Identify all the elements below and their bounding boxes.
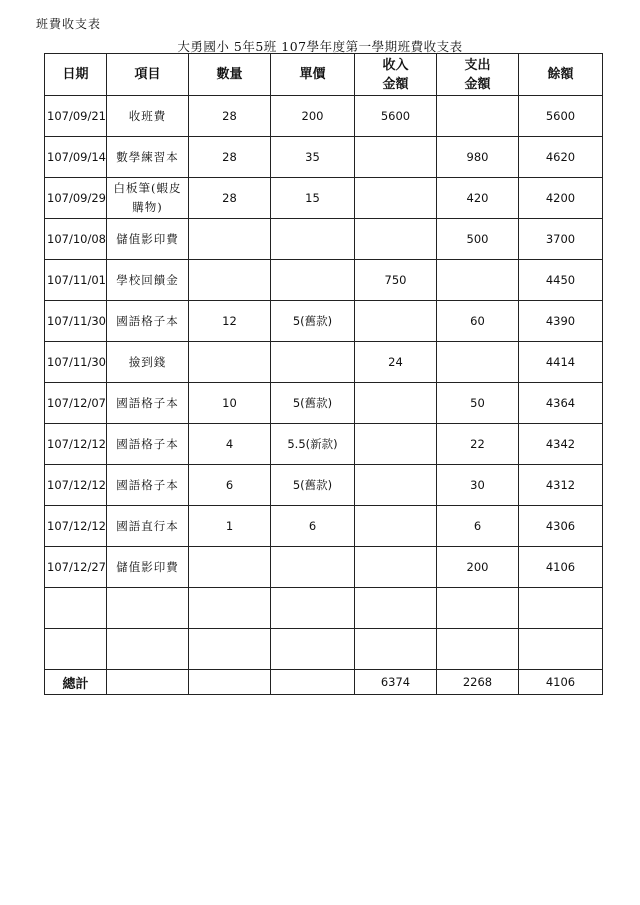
total-row [45,670,603,695]
cell-qty: 28 [189,96,271,137]
cell-income [355,178,437,219]
cell-balance [519,629,603,670]
cell-balance: 4200 [519,178,603,219]
cell-price [271,342,355,383]
header-qty: 數量 [189,54,271,96]
cell-qty: 12 [189,301,271,342]
cell-expense: 30 [437,465,519,506]
cell-date: 107/12/07 [45,383,107,424]
cell-income [355,424,437,465]
cell-date: 107/12/12 [45,465,107,506]
cell-expense [437,588,519,629]
cell-item: 收班費 [107,96,189,137]
cell-price: 6 [271,506,355,547]
cell-qty: 10 [189,383,271,424]
header-income-line1: 收入 [382,57,409,73]
cell-income [355,137,437,178]
cell-date: 107/09/29 [45,178,107,219]
cell-price: 5(舊款) [271,301,355,342]
cell-expense: 6 [437,506,519,547]
cell-price [271,629,355,670]
header-row [45,54,603,96]
cell-balance: 4364 [519,383,603,424]
cell-price [271,547,355,588]
header-price: 單價 [271,54,355,96]
cell-expense: 420 [437,178,519,219]
cell-income [355,219,437,260]
table-row [45,588,603,629]
cell-qty: 1 [189,506,271,547]
cell-expense: 50 [437,383,519,424]
cell-price: 15 [271,178,355,219]
header-income-line2: 金額 [382,76,409,92]
cell-date [45,588,107,629]
cell-qty: 6 [189,465,271,506]
cell-price: 5.5(新款) [271,424,355,465]
cell-item: 國語格子本 [107,383,189,424]
cell-qty: 4 [189,424,271,465]
cell-expense: 980 [437,137,519,178]
cell-date: 107/09/14 [45,137,107,178]
cell-balance [519,588,603,629]
cell-qty [189,342,271,383]
cell-qty [189,219,271,260]
cell-expense [437,629,519,670]
cell-item: 國語直行本 [107,506,189,547]
cell-expense: 60 [437,301,519,342]
total-income: 6374 [355,670,437,695]
cell-qty: 28 [189,178,271,219]
cell-qty [189,547,271,588]
table-row [45,424,603,465]
cell-qty [189,588,271,629]
cell-item [107,629,189,670]
cell-income [355,383,437,424]
cell-income [355,588,437,629]
cell-item: 白板筆(蝦皮購物) [107,178,189,219]
cell-item: 學校回饋金 [107,260,189,301]
header-item: 項目 [107,54,189,96]
cell-income [355,629,437,670]
cell-item: 撿到錢 [107,342,189,383]
cell-expense: 500 [437,219,519,260]
header-expense [437,54,519,96]
table-row [45,219,603,260]
cell-date: 107/12/12 [45,506,107,547]
cell-price: 5(舊款) [271,383,355,424]
cell-balance: 4342 [519,424,603,465]
header-expense-line2: 金額 [464,76,491,92]
table-row [45,137,603,178]
total-expense: 2268 [437,670,519,695]
cell-date: 107/12/27 [45,547,107,588]
cell-expense: 22 [437,424,519,465]
cell-balance: 5600 [519,96,603,137]
cell-price [271,260,355,301]
cell-qty [189,260,271,301]
header-balance: 餘額 [519,54,603,96]
document-label: 班費收支表 [36,17,102,31]
table-row [45,260,603,301]
cell-balance: 4106 [519,547,603,588]
cell-income: 5600 [355,96,437,137]
cell-income [355,465,437,506]
cell-income [355,301,437,342]
cell-balance: 4414 [519,342,603,383]
ledger-body [45,96,603,670]
cell-price: 35 [271,137,355,178]
ledger-table [44,53,603,695]
table-row [45,506,603,547]
cell-qty: 28 [189,137,271,178]
total-balance: 4106 [519,670,603,695]
cell-item: 儲值影印費 [107,219,189,260]
header-income [355,54,437,96]
cell-income [355,506,437,547]
cell-income: 24 [355,342,437,383]
cell-date: 107/11/30 [45,301,107,342]
table-row [45,629,603,670]
cell-income [355,547,437,588]
cell-expense [437,96,519,137]
cell-expense: 200 [437,547,519,588]
cell-item: 國語格子本 [107,465,189,506]
cell-expense [437,260,519,301]
total-qty-cell [189,670,271,695]
table-row [45,96,603,137]
table-row [45,547,603,588]
total-item-cell [107,670,189,695]
table-row [45,178,603,219]
cell-expense [437,342,519,383]
cell-price: 5(舊款) [271,465,355,506]
cell-date: 107/11/01 [45,260,107,301]
cell-item [107,588,189,629]
table-row [45,342,603,383]
cell-date: 107/11/30 [45,342,107,383]
cell-income: 750 [355,260,437,301]
cell-price: 200 [271,96,355,137]
cell-balance: 4450 [519,260,603,301]
cell-balance: 4312 [519,465,603,506]
table-row [45,383,603,424]
cell-item: 數學練習本 [107,137,189,178]
cell-price [271,219,355,260]
cell-balance: 4306 [519,506,603,547]
cell-item: 儲值影印費 [107,547,189,588]
table-row [45,301,603,342]
cell-balance: 3700 [519,219,603,260]
total-price-cell [271,670,355,695]
cell-balance: 4390 [519,301,603,342]
cell-price [271,588,355,629]
document-title: 大勇國小 5年5班 107學年度第一學期班費收支表 [177,39,463,54]
cell-item: 國語格子本 [107,301,189,342]
cell-qty [189,629,271,670]
cell-item: 國語格子本 [107,424,189,465]
cell-date: 107/09/21 [45,96,107,137]
cell-date [45,629,107,670]
cell-date: 107/10/08 [45,219,107,260]
table-row [45,465,603,506]
cell-date: 107/12/12 [45,424,107,465]
total-label: 總計 [45,670,107,695]
cell-balance: 4620 [519,137,603,178]
header-date: 日期 [45,54,107,96]
header-expense-line1: 支出 [464,57,491,73]
